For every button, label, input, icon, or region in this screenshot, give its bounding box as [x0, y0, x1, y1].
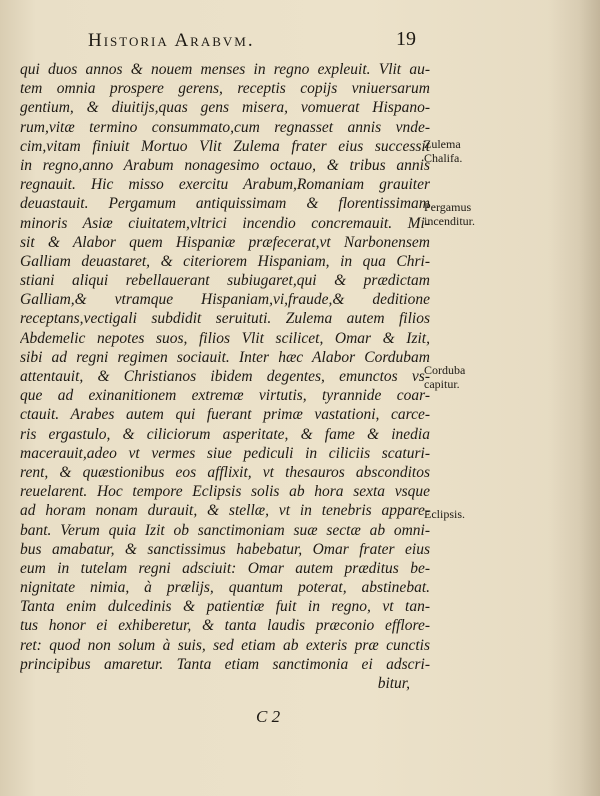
text-line: minoris Asiæ ciuitatem,vltrici incendio concremauit. Mi-: [20, 214, 430, 232]
text-line: Galliam deuastaret, & citeriorem Hispaniam, in qua Chri-: [20, 252, 430, 270]
text-line: que ad exinanitionem extremæ virtutis, tyrannide coar-: [20, 387, 430, 405]
text-line: ret: quod non solum à suis, sed etiam ab exteris præ cunctis: [20, 636, 430, 654]
text-line: bitur,: [377, 675, 410, 692]
text-line: Galliam,& vtramque Hispaniam,vi,fraude,& deditione: [20, 291, 430, 309]
text-line: Abdemelic nepotes suos, filios Vlit scilicet, Omar & Izit,: [20, 329, 430, 347]
text-line: tem omnia prospere gerens, receptis copijs vniuersarum: [20, 80, 430, 98]
margin-note-text: Pergamus: [424, 200, 472, 214]
text-line: deuastauit. Pergamum antiquissimam & florentissimam: [20, 195, 430, 213]
margin-note-sub: incenditur.: [424, 214, 475, 228]
margin-note-zulema: [424, 137, 462, 165]
text-line: reuelarent. Hoc tempore Eclipsis solis ab hora sexta vsque: [20, 483, 430, 501]
page-fold-shadow: [548, 0, 600, 796]
text-line: gentium, & diuitijs,quas gens misera, vomuerat Hispano-: [20, 99, 430, 117]
text-line: ctauit. Arabes autem qui fuerant primæ vastationi, carce-: [20, 406, 430, 424]
signature-mark: C 2: [256, 707, 281, 726]
text-line: ris ergastulo, & ciliciorum asperitate, & fame & inedia: [20, 425, 430, 443]
text-line: regnauit. Hic misso exercitu Arabum,Romaniam grauiter: [20, 176, 430, 194]
body-text: [20, 60, 430, 693]
margin-note-sub: capitur.: [424, 377, 460, 391]
text-line: bant. Verum quia Izit ob sanctimoniam suæ sectæ ab omni-: [20, 521, 430, 539]
text-line: sibi ad regni regimen sociauit. Inter hæc Alabor Cordubam: [20, 348, 430, 366]
text-line: macerauit,adeo vt vermes siue pediculi in ciliciis scaturi-: [20, 444, 430, 462]
text-line: attentauit, & Christianos ibidem degentes, emunctos vs-: [20, 368, 430, 385]
text-line: Tanta enim dulcedinis & patientiæ fuit in regno, vt tan-: [20, 598, 430, 616]
text-line: stiani aliqui rebellauerant subiugaret,qui & prædictam: [20, 272, 430, 290]
text-line: bus amabatur, & sanctissimus habebatur, Omar frater eius: [20, 540, 430, 558]
text-line: rum,vitæ termino consummato,cum regnasset annis vnde-: [20, 118, 430, 136]
text-line: in regno,anno Arabum nonagesimo octauo, & tribus annis: [20, 156, 430, 174]
text-line: qui duos annos & nouem menses in regno expleuit. Vlit au-: [20, 61, 430, 78]
text-line: nignitate nimia, à prælijs, quantum poterat, abstinebat.: [20, 579, 430, 597]
margin-note-text: Eclipsis.: [424, 507, 465, 521]
text-line: sit & Alabor quem Hispaniæ præfecerat,vt Narbonensem: [20, 233, 430, 251]
margin-note-pergamus: [424, 200, 475, 228]
text-line: tus honor ei exhiberetur, & tanta laudis præconio efflore-: [20, 617, 430, 635]
margin-note-text: Zulema: [424, 137, 461, 151]
page-number: 19: [396, 28, 416, 50]
text-line: ad horam nonam durauit, & stellæ, vt in tenebris appare-: [20, 502, 430, 520]
running-head: Historia Arabvm.: [88, 30, 255, 51]
margin-note-corduba: [424, 363, 465, 391]
margin-note-sub: Chalifa.: [424, 151, 463, 165]
margin-note-text: Corduba: [424, 363, 466, 377]
margin-note-eclipsis: [424, 507, 465, 521]
text-line: rent, & quæstionibus eos afflixit, vt thesauros absconditos: [20, 463, 430, 481]
text-line: receptans,vectigali subdidit seruituti. Zulema autem filios: [20, 310, 430, 328]
text-line: principibus amaretur. Tanta etiam sanctimonia ei adscri-: [20, 655, 430, 673]
text-line: cim,vitam finiuit Mortuo Vlit Zulema frater eius successit: [20, 137, 430, 155]
text-line: eum in tutelam regni adsciuit: Omar autem præditus be-: [20, 559, 430, 577]
